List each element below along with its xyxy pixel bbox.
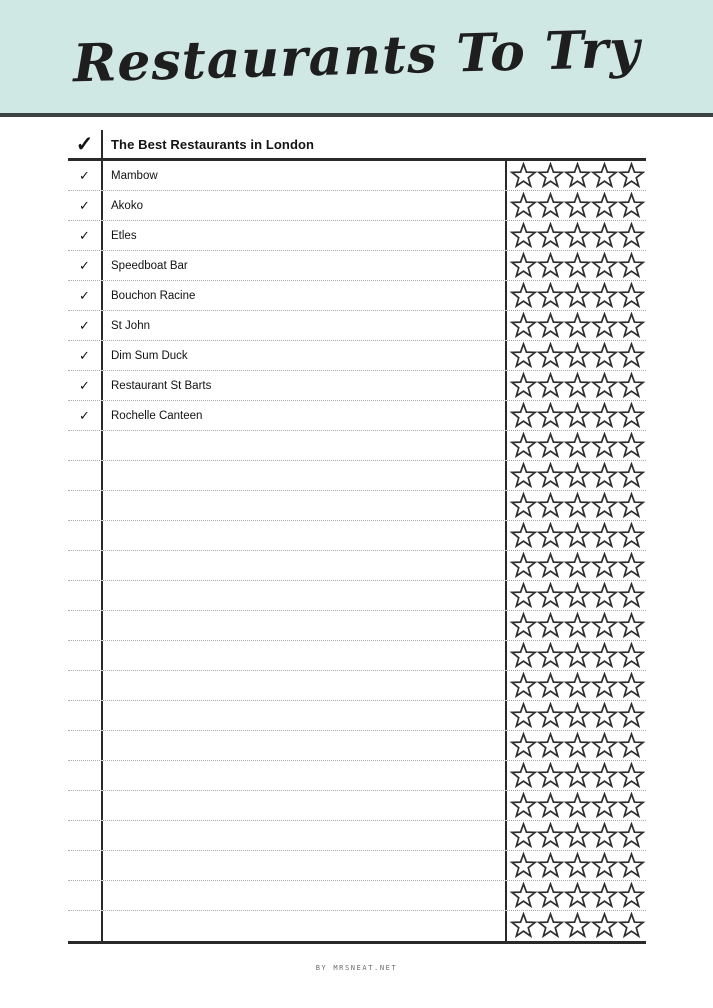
star-icon[interactable] — [537, 822, 564, 850]
star-icon[interactable] — [564, 372, 591, 400]
star-icon[interactable] — [591, 612, 618, 640]
star-icon[interactable] — [537, 492, 564, 520]
row-name: Etles — [111, 229, 137, 242]
row-name — [103, 671, 505, 700]
row-check-cell[interactable] — [68, 731, 103, 760]
star-icon[interactable] — [591, 252, 618, 280]
star-icon[interactable] — [510, 582, 537, 610]
star-icon[interactable] — [537, 702, 564, 730]
row-name: Mambow — [111, 169, 158, 182]
star-icon[interactable] — [510, 192, 537, 220]
star-icon[interactable] — [564, 432, 591, 460]
star-icon[interactable] — [537, 462, 564, 490]
table-row — [68, 821, 646, 851]
star-icon[interactable] — [618, 702, 645, 730]
star-icon[interactable] — [537, 192, 564, 220]
row-check-cell[interactable] — [68, 791, 103, 820]
table-row — [68, 791, 646, 821]
star-icon[interactable] — [591, 342, 618, 370]
row-check-cell[interactable] — [68, 701, 103, 730]
star-rating[interactable] — [505, 791, 646, 820]
star-icon[interactable] — [510, 552, 537, 580]
table-row — [68, 431, 646, 461]
table-row — [68, 491, 646, 521]
star-icon[interactable] — [618, 792, 645, 820]
star-icon[interactable] — [537, 222, 564, 250]
table-row — [68, 281, 646, 311]
star-icon[interactable] — [564, 582, 591, 610]
star-rating[interactable] — [505, 341, 646, 370]
star-rating[interactable] — [505, 491, 646, 520]
star-rating[interactable] — [505, 461, 646, 490]
row-check-cell[interactable] — [68, 821, 103, 850]
row-name — [103, 881, 505, 910]
star-icon[interactable] — [591, 462, 618, 490]
star-icon[interactable] — [591, 882, 618, 910]
table-row — [68, 851, 646, 881]
row-name — [103, 851, 505, 880]
star-icon[interactable] — [618, 672, 645, 700]
row-name — [103, 551, 505, 580]
star-icon[interactable] — [510, 492, 537, 520]
table-row — [68, 161, 646, 191]
star-icon[interactable] — [564, 522, 591, 550]
star-icon[interactable] — [591, 642, 618, 670]
star-rating[interactable] — [505, 761, 646, 790]
star-icon[interactable] — [618, 852, 645, 880]
star-icon[interactable] — [618, 732, 645, 760]
star-icon[interactable] — [618, 882, 645, 910]
star-icon[interactable] — [564, 912, 591, 940]
star-icon[interactable] — [591, 792, 618, 820]
star-rating[interactable] — [505, 611, 646, 640]
star-icon[interactable] — [618, 432, 645, 460]
star-icon[interactable] — [510, 762, 537, 790]
star-icon[interactable] — [564, 312, 591, 340]
star-icon[interactable] — [564, 762, 591, 790]
table-row — [68, 341, 646, 371]
star-rating[interactable] — [505, 221, 646, 250]
star-icon[interactable] — [510, 402, 537, 430]
star-icon[interactable] — [537, 252, 564, 280]
star-rating[interactable] — [505, 251, 646, 280]
star-icon[interactable] — [537, 882, 564, 910]
table-row — [68, 911, 646, 941]
star-icon[interactable] — [564, 462, 591, 490]
star-icon[interactable] — [618, 162, 645, 190]
star-icon[interactable] — [618, 912, 645, 940]
table-row — [68, 191, 646, 221]
star-icon[interactable] — [510, 282, 537, 310]
row-check-cell[interactable] — [68, 491, 103, 520]
star-icon[interactable] — [537, 642, 564, 670]
row-check-cell[interactable] — [68, 881, 103, 910]
star-icon[interactable] — [591, 192, 618, 220]
star-rating[interactable] — [505, 521, 646, 550]
row-name: St John — [111, 319, 150, 332]
star-icon[interactable] — [591, 852, 618, 880]
star-icon[interactable] — [618, 462, 645, 490]
row-check-icon[interactable]: ✓ — [68, 161, 103, 190]
row-name — [103, 611, 505, 640]
star-icon[interactable] — [564, 162, 591, 190]
row-name — [103, 461, 505, 490]
star-icon[interactable] — [591, 432, 618, 460]
row-name — [103, 791, 505, 820]
star-icon[interactable] — [591, 492, 618, 520]
star-icon[interactable] — [564, 792, 591, 820]
star-rating[interactable] — [505, 851, 646, 880]
star-icon[interactable] — [564, 192, 591, 220]
star-icon[interactable] — [591, 282, 618, 310]
footer-site-label: MRSNEAT.NET — [333, 964, 398, 972]
star-icon[interactable] — [591, 702, 618, 730]
row-name — [103, 581, 505, 610]
star-icon[interactable] — [510, 372, 537, 400]
table-row — [68, 671, 646, 701]
star-rating[interactable] — [505, 821, 646, 850]
star-icon[interactable] — [564, 702, 591, 730]
star-icon[interactable] — [537, 282, 564, 310]
star-icon[interactable] — [591, 762, 618, 790]
star-icon[interactable] — [537, 762, 564, 790]
star-icon[interactable] — [564, 882, 591, 910]
star-rating[interactable] — [505, 641, 646, 670]
row-name — [103, 761, 505, 790]
star-icon[interactable] — [618, 342, 645, 370]
row-check-cell[interactable] — [68, 761, 103, 790]
star-icon[interactable] — [510, 732, 537, 760]
row-check-cell[interactable] — [68, 671, 103, 700]
row-check-icon[interactable]: ✓ — [68, 401, 103, 430]
star-rating[interactable] — [505, 371, 646, 400]
star-icon[interactable] — [564, 552, 591, 580]
row-name — [103, 491, 505, 520]
table-row — [68, 311, 646, 341]
star-icon[interactable] — [537, 372, 564, 400]
star-icon[interactable] — [618, 642, 645, 670]
star-icon[interactable] — [537, 162, 564, 190]
row-check-cell[interactable] — [68, 611, 103, 640]
table-row — [68, 761, 646, 791]
star-icon[interactable] — [591, 912, 618, 940]
star-icon[interactable] — [564, 822, 591, 850]
star-icon[interactable] — [564, 402, 591, 430]
star-icon[interactable] — [537, 312, 564, 340]
star-rating[interactable] — [505, 731, 646, 760]
star-rating[interactable] — [505, 671, 646, 700]
star-icon[interactable] — [510, 162, 537, 190]
star-rating[interactable] — [505, 161, 646, 190]
table-row — [68, 461, 646, 491]
star-icon[interactable] — [564, 282, 591, 310]
star-icon[interactable] — [618, 222, 645, 250]
table-row — [68, 611, 646, 641]
star-icon[interactable] — [591, 732, 618, 760]
star-icon[interactable] — [510, 702, 537, 730]
row-name — [103, 821, 505, 850]
star-rating[interactable] — [505, 701, 646, 730]
row-name — [103, 701, 505, 730]
row-check-cell[interactable] — [68, 641, 103, 670]
star-icon[interactable] — [510, 672, 537, 700]
row-check-cell[interactable] — [68, 851, 103, 880]
star-rating[interactable] — [505, 581, 646, 610]
star-icon[interactable] — [537, 342, 564, 370]
star-icon[interactable] — [618, 612, 645, 640]
star-icon[interactable] — [591, 522, 618, 550]
table-row — [68, 251, 646, 281]
star-rating[interactable] — [505, 431, 646, 460]
star-rating[interactable] — [505, 311, 646, 340]
star-icon[interactable] — [618, 762, 645, 790]
star-icon[interactable] — [591, 672, 618, 700]
star-icon[interactable] — [618, 822, 645, 850]
star-icon[interactable] — [510, 882, 537, 910]
star-icon[interactable] — [618, 282, 645, 310]
star-icon[interactable] — [591, 822, 618, 850]
star-icon[interactable] — [564, 492, 591, 520]
row-check-icon[interactable]: ✓ — [68, 221, 103, 250]
row-check-icon[interactable]: ✓ — [68, 371, 103, 400]
page-title: Restaurants To Try — [72, 18, 641, 95]
row-check-icon[interactable]: ✓ — [68, 341, 103, 370]
table-row — [68, 581, 646, 611]
row-name: Bouchon Racine — [111, 289, 196, 302]
star-icon[interactable] — [618, 372, 645, 400]
star-icon[interactable] — [591, 162, 618, 190]
checklist-table — [68, 130, 646, 944]
table-row — [68, 701, 646, 731]
star-rating[interactable] — [505, 911, 646, 941]
star-icon[interactable] — [618, 522, 645, 550]
star-icon[interactable] — [564, 732, 591, 760]
table-header-row — [68, 130, 646, 161]
star-icon[interactable] — [618, 192, 645, 220]
star-icon[interactable] — [537, 672, 564, 700]
star-icon[interactable] — [618, 582, 645, 610]
star-icon[interactable] — [564, 252, 591, 280]
star-icon[interactable] — [564, 342, 591, 370]
table-row — [68, 401, 646, 431]
star-icon[interactable] — [510, 222, 537, 250]
star-icon[interactable] — [510, 642, 537, 670]
star-icon[interactable] — [564, 672, 591, 700]
star-rating[interactable] — [505, 881, 646, 910]
star-icon[interactable] — [618, 492, 645, 520]
star-rating[interactable] — [505, 281, 646, 310]
star-rating[interactable] — [505, 191, 646, 220]
table-row — [68, 551, 646, 581]
star-icon[interactable] — [591, 552, 618, 580]
star-icon[interactable] — [510, 252, 537, 280]
row-check-cell[interactable] — [68, 911, 103, 941]
row-check-icon[interactable]: ✓ — [68, 281, 103, 310]
star-icon[interactable] — [591, 582, 618, 610]
star-icon[interactable] — [618, 552, 645, 580]
table-row — [68, 221, 646, 251]
star-icon[interactable] — [564, 852, 591, 880]
table-row — [68, 521, 646, 551]
row-check-icon[interactable]: ✓ — [68, 311, 103, 340]
row-check-cell[interactable] — [68, 521, 103, 550]
header-band — [0, 0, 713, 117]
footer-credit — [0, 964, 713, 972]
star-icon[interactable] — [537, 612, 564, 640]
row-check-cell[interactable] — [68, 431, 103, 460]
row-name — [103, 911, 505, 941]
star-icon[interactable] — [618, 312, 645, 340]
star-icon[interactable] — [591, 402, 618, 430]
row-name: Rochelle Canteen — [111, 409, 203, 422]
row-name — [103, 521, 505, 550]
row-check-cell[interactable] — [68, 551, 103, 580]
star-icon[interactable] — [510, 432, 537, 460]
star-icon[interactable] — [537, 732, 564, 760]
star-icon[interactable] — [537, 552, 564, 580]
rows — [68, 161, 646, 941]
star-icon[interactable] — [510, 462, 537, 490]
star-icon[interactable] — [591, 222, 618, 250]
star-icon[interactable] — [510, 852, 537, 880]
row-name: Speedboat Bar — [111, 259, 188, 272]
star-icon[interactable] — [537, 432, 564, 460]
row-name — [103, 731, 505, 760]
star-icon[interactable] — [537, 582, 564, 610]
row-check-icon[interactable]: ✓ — [68, 251, 103, 280]
star-icon[interactable] — [510, 312, 537, 340]
list-title: The Best Restaurants in London — [111, 136, 315, 152]
star-icon[interactable] — [510, 342, 537, 370]
table-row — [68, 641, 646, 671]
star-icon[interactable] — [510, 822, 537, 850]
row-check-cell[interactable] — [68, 581, 103, 610]
star-icon[interactable] — [618, 402, 645, 430]
row-check-icon[interactable]: ✓ — [68, 191, 103, 220]
star-icon[interactable] — [510, 792, 537, 820]
row-name: Restaurant St Barts — [111, 379, 212, 392]
star-icon[interactable] — [510, 612, 537, 640]
star-icon[interactable] — [510, 522, 537, 550]
star-icon[interactable] — [591, 312, 618, 340]
star-icon[interactable] — [537, 522, 564, 550]
row-name — [103, 641, 505, 670]
star-rating[interactable] — [505, 551, 646, 580]
star-icon[interactable] — [564, 612, 591, 640]
table-row — [68, 731, 646, 761]
star-icon[interactable] — [537, 402, 564, 430]
table-row — [68, 881, 646, 911]
star-icon[interactable] — [591, 372, 618, 400]
row-check-cell[interactable] — [68, 461, 103, 490]
star-icon[interactable] — [537, 792, 564, 820]
star-icon[interactable] — [537, 912, 564, 940]
star-icon[interactable] — [537, 852, 564, 880]
star-icon[interactable] — [564, 642, 591, 670]
table-row — [68, 371, 646, 401]
row-name: Akoko — [111, 199, 143, 212]
header-check-icon: ✓ — [68, 130, 103, 158]
row-name — [103, 431, 505, 460]
star-icon[interactable] — [618, 252, 645, 280]
footer-by-label: BY — [315, 964, 328, 972]
star-rating[interactable] — [505, 401, 646, 430]
star-icon[interactable] — [510, 912, 537, 940]
star-icon[interactable] — [564, 222, 591, 250]
row-name: Dim Sum Duck — [111, 349, 188, 362]
